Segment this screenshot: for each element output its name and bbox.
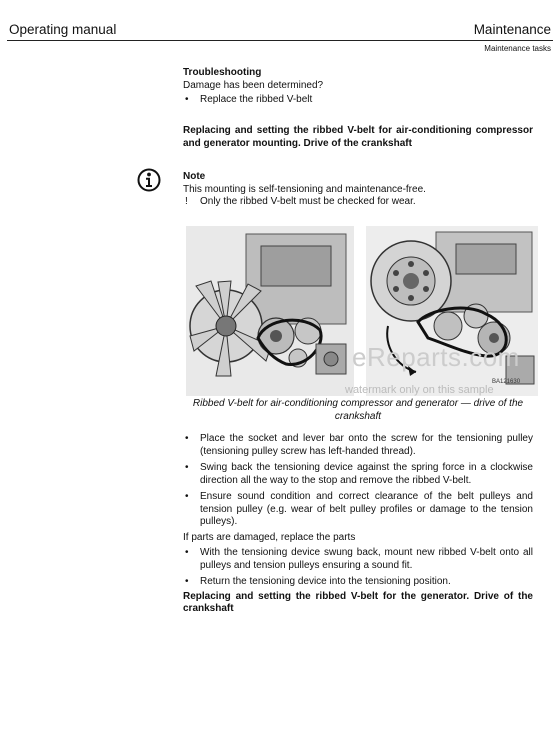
- note-block: [183, 171, 533, 209]
- warning-mark: !: [185, 196, 188, 207]
- bullet-mark: •: [185, 547, 189, 558]
- list-item-text: With the tensioning device swung back, mount new ribbed V-belt onto all pulleys and tension pulleys ensuring a sound fit.: [200, 547, 533, 571]
- section-heading-generator: Replacing and setting the ribbed V-belt for the generator. Drive of the crankshaft: [183, 590, 533, 614]
- list-item: [183, 462, 533, 487]
- list-item: [183, 491, 533, 529]
- header-subsection: Maintenance tasks: [484, 44, 551, 53]
- list-item-text: Place the socket and lever bar onto the screw for the tensioning pulley (tensioning pulley screw has left-handed thread).: [200, 433, 533, 457]
- list-item: [183, 433, 533, 458]
- list-item: [183, 94, 533, 107]
- info-icon: [137, 168, 161, 192]
- engine-fan-illustration: [186, 226, 354, 396]
- watermark-notice: watermark only on this sample: [345, 384, 494, 396]
- troubleshooting-block: [183, 67, 533, 107]
- troubleshooting-question: Damage has been determined?: [183, 79, 324, 91]
- figure-caption: Ribbed V-belt for air-conditioning compressor and generator — drive of the crankshaft: [192, 398, 524, 422]
- list-item-text: Ensure sound condition and correct clearance of the belt pulleys and tension pulley (e.g. wear of belt pulley profiles or damage to the tension pulleys).: [200, 491, 533, 527]
- list-item-text: Replace the ribbed V-belt: [200, 94, 313, 105]
- damaged-parts-text: If parts are damaged, replace the parts: [183, 531, 356, 543]
- header-divider: [7, 40, 553, 41]
- bullet-mark: •: [185, 94, 189, 105]
- note-warning: [183, 196, 533, 209]
- bullet-mark: •: [185, 462, 189, 473]
- note-text: This mounting is self-tensioning and maintenance-free.: [183, 183, 426, 195]
- note-title: Note: [183, 171, 206, 182]
- troubleshooting-title: Troubleshooting: [183, 67, 262, 78]
- bullet-mark: •: [185, 433, 189, 444]
- list-item: [183, 576, 533, 589]
- list-item: [183, 547, 533, 572]
- figure-code: BA121630: [492, 379, 521, 385]
- procedure-steps: [183, 433, 533, 616]
- header-manual-title: Operating manual: [9, 22, 117, 37]
- list-item-text: Return the tensioning device into the tensioning position.: [200, 576, 451, 587]
- section-heading-ac-generator: Replacing and setting the ribbed V-belt for air-conditioning compressor and generator mounting. Drive of the crankshaft: [183, 125, 533, 149]
- bullet-mark: •: [185, 576, 189, 587]
- figure-engine-fan-view: [186, 226, 354, 396]
- note-warning-text: Only the ribbed V-belt must be checked for wear.: [200, 196, 416, 207]
- watermark-brand: eReparts.com: [352, 342, 520, 372]
- header-section-title: Maintenance: [473, 22, 551, 37]
- bullet-mark: •: [185, 491, 189, 502]
- list-item-text: Swing back the tensioning device against the spring force in a clockwise direction all the way to the stop and remove the ribbed V-belt.: [200, 462, 533, 486]
